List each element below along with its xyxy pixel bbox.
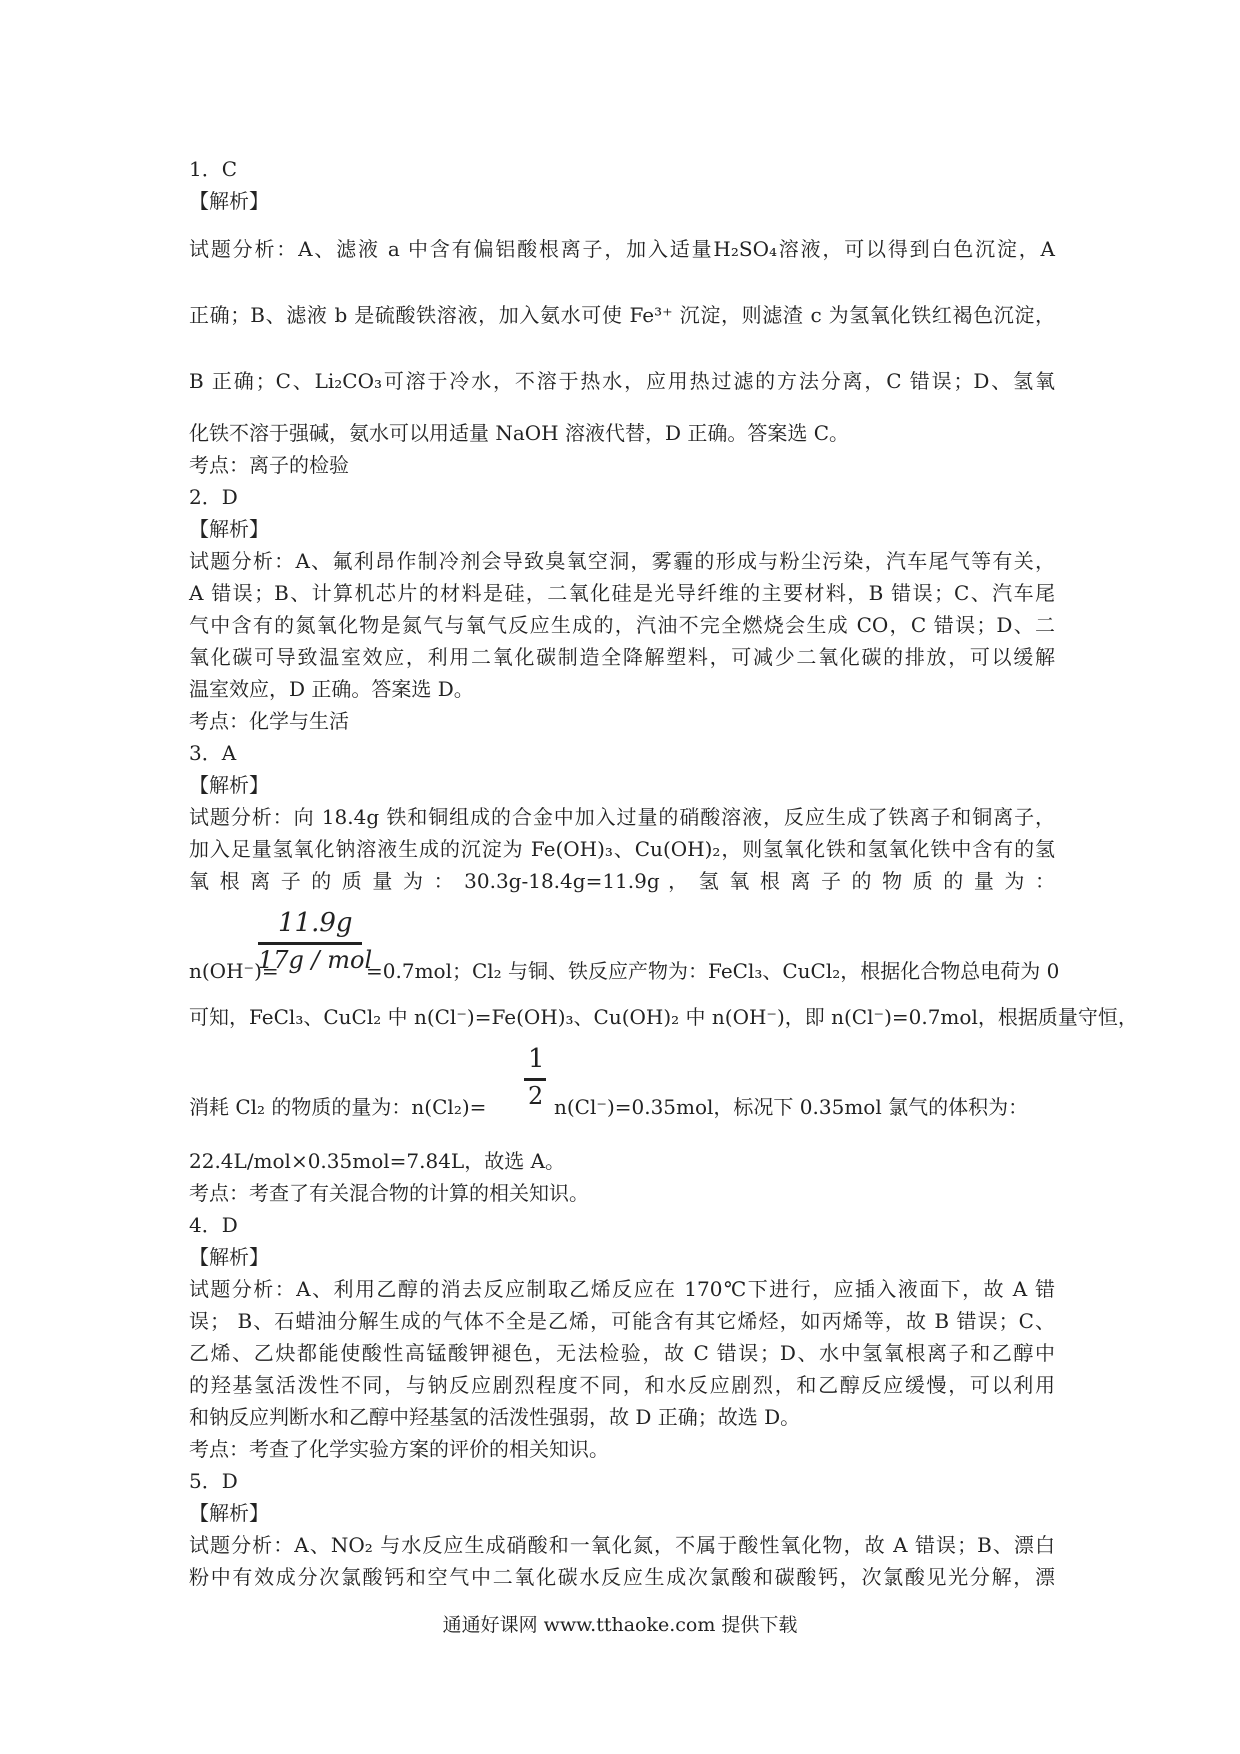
q1-knowledge-point: 考点：离子的检验 [189, 453, 349, 477]
q4-line-4: 的羟基氢活泼性不同，与钠反应剧烈程度不同，和水反应剧烈，和乙醇反应缓慢，可以利用 [189, 1373, 1055, 1397]
q3-line-4a: n(OH⁻)= [189, 959, 279, 983]
q3-analysis-tag: 【解析】 [189, 773, 269, 797]
q2-line-3: 气中含有的氮氧化物是氮气与氧气反应生成的，汽油不完全燃烧会生成 CO，C 错误；D、二 [189, 613, 1055, 637]
q1-line-1: 试题分析：A、滤液 a 中含有偏铝酸根离子，加入适量H₂SO₄溶液，可以得到白色沉淀，A [189, 237, 1055, 261]
q2-line-2: A 错误；B、计算机芯片的材料是硅，二氧化硅是光导纤维的主要材料，B 错误；C、汽车尾 [189, 581, 1055, 605]
q3-number: 3．A [189, 741, 237, 765]
q2-number: 2．D [189, 485, 238, 509]
q1-line-4: 化铁不溶于强碱，氨水可以用适量 NaOH 溶液代替，D 正确。答案选 C。 [189, 421, 850, 445]
q2-line-1: 试题分析：A、氟利昂作制冷剂会导致臭氧空洞，雾霾的形成与粉尘污染，汽车尾气等有关， [189, 549, 1055, 573]
q1-line-3: B 正确；C、Li₂CO₃可溶于冷水，不溶于热水，应用热过滤的方法分离，C 错误；D、氢氧 [189, 369, 1055, 393]
fraction-1-bar [258, 942, 362, 945]
q5-line-2: 粉中有效成分次氯酸钙和空气中二氧化碳水反应生成次氯酸和碳酸钙，次氯酸见光分解，漂 [189, 1565, 1055, 1589]
q3-line-1: 试题分析：向 18.4g 铁和铜组成的合金中加入过量的硝酸溶液，反应生成了铁离子和铜离子， [189, 805, 1055, 829]
q5-analysis-tag: 【解析】 [189, 1501, 269, 1525]
fraction-2-numerator: 1 [528, 1044, 545, 1074]
q2-analysis-tag: 【解析】 [189, 517, 269, 541]
q4-line-3: 乙烯、乙炔都能使酸性高锰酸钾褪色，无法检验，故 C 错误；D、水中氢氧根离子和乙醇中 [189, 1341, 1055, 1365]
q5-line-1: 试题分析：A、NO₂ 与水反应生成硝酸和一氧化氮，不属于酸性氧化物，故 A 错误；B、漂白 [189, 1533, 1055, 1557]
q4-knowledge-point: 考点：考查了化学实验方案的评价的相关知识。 [189, 1437, 609, 1461]
q3-line-5: 可知，FeCl₃、CuCl₂ 中 n(Cl⁻)=Fe(OH)₃、Cu(OH)₂ 中 n(OH⁻)，即 n(Cl⁻)=0.7mol，根据质量守恒， [189, 1005, 1138, 1029]
q4-number: 4．D [189, 1213, 238, 1237]
q2-line-4: 氧化碳可导致温室效应，利用二氧化碳制造全降解塑料，可减少二氧化碳的排放，可以缓解 [189, 645, 1055, 669]
q4-line-1: 试题分析：A、利用乙醇的消去反应制取乙烯反应在 170℃下进行，应插入液面下，故 A 错 [189, 1277, 1055, 1301]
q3-line-6a: 消耗 Cl₂ 的物质的量为：n(Cl₂)= [189, 1095, 487, 1119]
q3-knowledge-point: 考点：考查了有关混合物的计算的相关知识。 [189, 1181, 589, 1205]
q5-number: 5．D [189, 1469, 238, 1493]
q3-line-4b: =0.7mol；Cl₂ 与铜、铁反应产物为：FeCl₃、CuCl₂，根据化合物总电荷为 0 [366, 959, 1060, 983]
q3-line-2: 加入足量氢氧化钠溶液生成的沉淀为 Fe(OH)₃、Cu(OH)₂，则氢氧化铁和氢氧化铁中含有的氢 [189, 837, 1055, 861]
q1-analysis-tag: 【解析】 [189, 189, 269, 213]
fraction-1-denominator: 17g / mol [258, 946, 373, 974]
page-footer: 通通好课网 www.tthaoke.com 提供下载 [442, 1614, 798, 1636]
fraction-2-denominator: 2 [528, 1082, 544, 1110]
fraction-1-numerator: 11.9g [278, 908, 353, 938]
q2-line-5: 温室效应，D 正确。答案选 D。 [189, 677, 474, 701]
q1-line-2: 正确；B、滤液 b 是硫酸铁溶液，加入氨水可使 Fe³⁺ 沉淀，则滤渣 c 为氢氧化铁红褐色沉淀， [189, 303, 1055, 327]
q2-knowledge-point: 考点：化学与生活 [189, 709, 349, 733]
q3-line-6b: n(Cl⁻)=0.35mol，标况下 0.35mol 氯气的体积为： [554, 1095, 1029, 1119]
q4-line-2: 误； B、石蜡油分解生成的气体不全是乙烯，可能含有其它烯烃，如丙烯等，故 B 错误；C、 [189, 1309, 1055, 1333]
q4-line-5: 和钠反应判断水和乙醇中羟基氢的活泼性强弱，故 D 正确；故选 D。 [189, 1405, 801, 1429]
q3-line-3: 氧 根 离 子 的 质 量 为 ： 30.3g-18.4g=11.9g ， 氢 氧 根 离 子 的 物 质 的 量 为 ： [189, 869, 1055, 893]
fraction-2-bar [524, 1078, 546, 1081]
q3-line-7: 22.4L/mol×0.35mol=7.84L，故选 A。 [189, 1149, 566, 1173]
q4-analysis-tag: 【解析】 [189, 1245, 269, 1269]
q1-number: 1．C [189, 157, 238, 181]
